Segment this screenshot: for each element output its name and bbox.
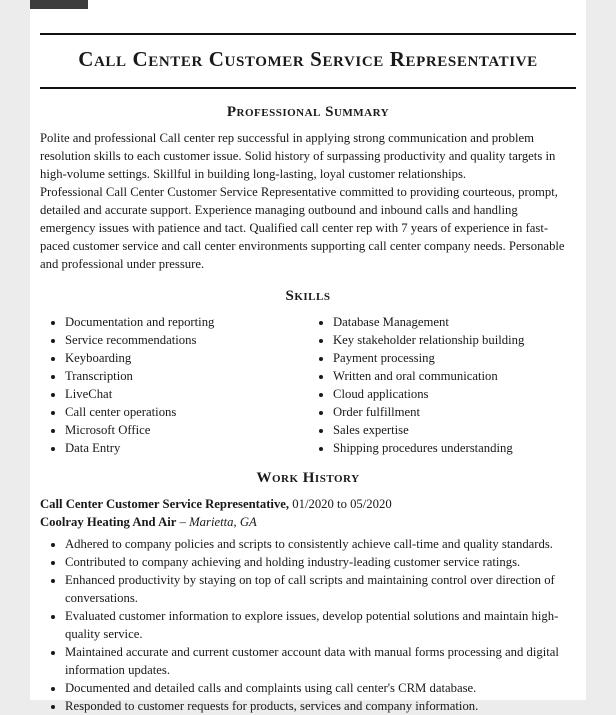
skill-item: • Keyboarding bbox=[65, 349, 308, 367]
skill-item: • Order fulfillment bbox=[333, 403, 576, 421]
job-bullet: • Maintained accurate and current customer account data with manual forms processing and digital information updates. bbox=[65, 643, 576, 679]
resume-title: Call Center Customer Service Representative bbox=[78, 47, 538, 71]
top-left-dark-bar bbox=[30, 0, 88, 9]
skill-item: • Microsoft Office bbox=[65, 421, 308, 439]
job-bullet: • Contributed to company achieving and holding industry-leading customer service ratings. bbox=[65, 553, 576, 571]
skill-item: • Shipping procedures understanding bbox=[333, 439, 576, 457]
job-entry bbox=[40, 495, 576, 715]
job-bullet: • Evaluated customer information to explore issues, develop potential solutions and maintain high-quality service. bbox=[65, 607, 576, 643]
job-bullets bbox=[40, 535, 576, 715]
skill-item: • Database Management bbox=[333, 313, 576, 331]
job-location: – Marietta, GA bbox=[176, 515, 257, 529]
work-history-section-heading: Work History bbox=[256, 470, 360, 486]
skill-item: • Key stakeholder relationship building bbox=[333, 331, 576, 349]
skills-list-right bbox=[308, 313, 576, 457]
skill-item: • Service recommendations bbox=[65, 331, 308, 349]
skill-item: • Cloud applications bbox=[333, 385, 576, 403]
skill-item: • Documentation and reporting bbox=[65, 313, 308, 331]
skills-section-heading: Skills bbox=[285, 288, 331, 304]
summary-paragraph: Polite and professional Call center rep successful in applying strong communication and problem resolution skills to each customer issue. Solid history of surpassing productivity and quality targets in high-volume settings. Skillful in building long-lasting, loyal customer relationships. bbox=[40, 131, 556, 181]
resume-page bbox=[30, 0, 586, 713]
job-bullet: • Adhered to company policies and scripts to consistently achieve call-time and quality standards. bbox=[65, 535, 576, 553]
job-title: Call Center Customer Service Representative, bbox=[40, 497, 290, 511]
skill-item: • Transcription bbox=[65, 367, 308, 385]
summary-section-heading: Professional Summary bbox=[226, 104, 390, 120]
skills-columns bbox=[40, 313, 576, 457]
skill-item: • LiveChat bbox=[65, 385, 308, 403]
job-bullet: • Documented and detailed calls and complaints using call center's CRM database. bbox=[65, 679, 576, 697]
skill-item: • Written and oral communication bbox=[333, 367, 576, 385]
job-company-line bbox=[40, 513, 576, 531]
skill-item: • Sales expertise bbox=[333, 421, 576, 439]
title-rule-top bbox=[40, 33, 576, 35]
title-rule-bottom bbox=[40, 87, 576, 89]
job-dates: 01/2020 to 05/2020 bbox=[289, 497, 392, 511]
summary-paragraphs bbox=[40, 129, 576, 273]
skill-item: • Call center operations bbox=[65, 403, 308, 421]
skill-item: • Payment processing bbox=[333, 349, 576, 367]
job-bullet: • Enhanced productivity by staying on top of call scripts and maintaining control over direction of conversations. bbox=[65, 571, 576, 607]
job-company: Coolray Heating And Air bbox=[40, 515, 177, 529]
skill-item: • Data Entry bbox=[65, 439, 308, 457]
job-bullet: • Responded to customer requests for products, services and company information. bbox=[65, 697, 576, 715]
summary-paragraph: Professional Call Center Customer Service Representative committed to providing courteous, prompt, detailed and accurate support. Experience managing outbound and inbound calls and handling emergency issues with patience and tact. Qualified call center rep with 7 years of experience in fast-paced customer service and call center environments supporting call center company needs. Personable and professional under pressure. bbox=[40, 185, 565, 271]
skills-list-left bbox=[40, 313, 308, 457]
job-title-line bbox=[40, 495, 576, 513]
